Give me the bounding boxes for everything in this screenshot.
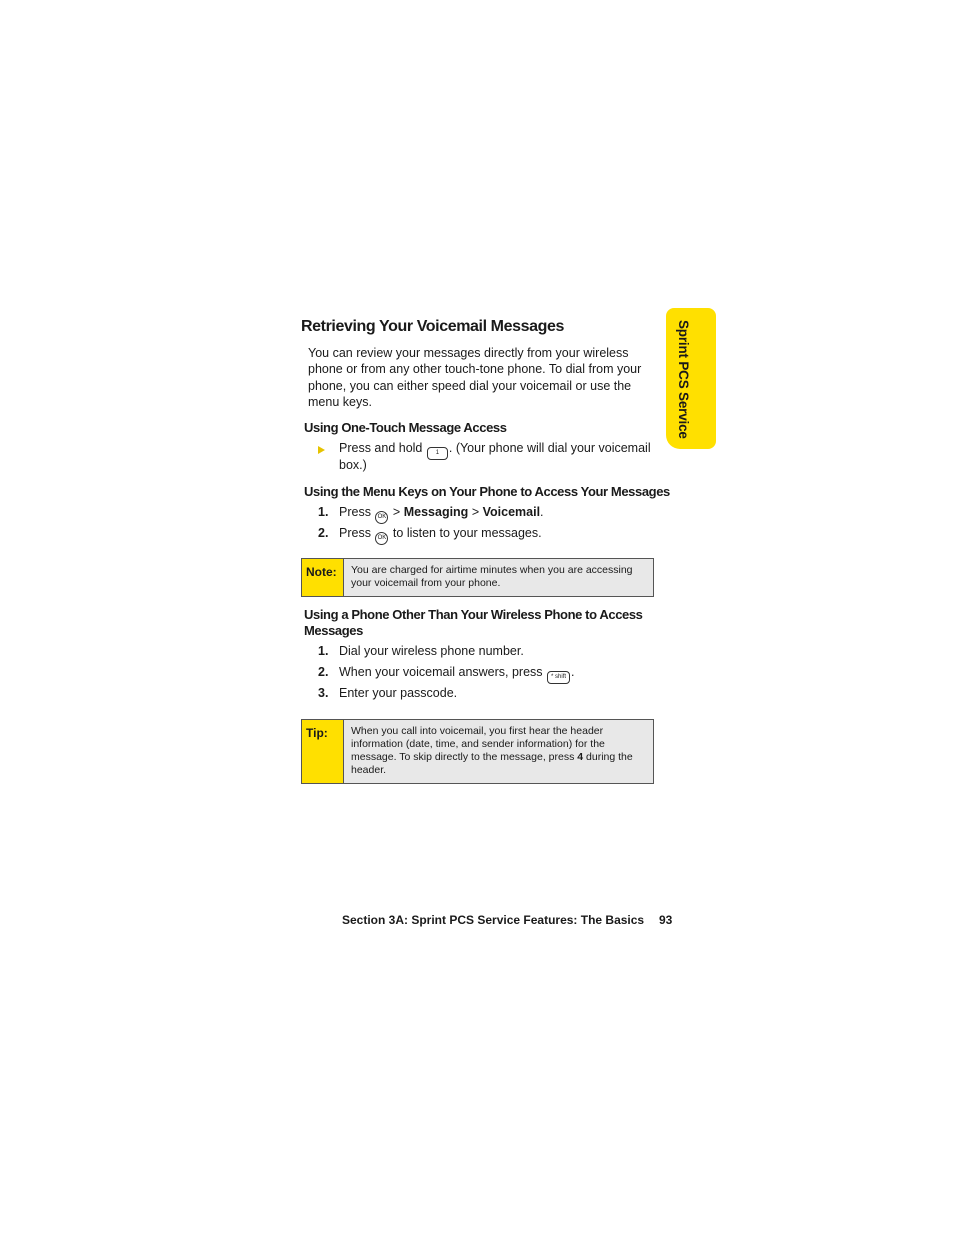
step-number: 2.: [318, 526, 329, 540]
step-end: .: [540, 505, 544, 519]
menu-separator: >: [471, 505, 480, 519]
menu-keys-heading: Using the Menu Keys on Your Phone to Access Your Messages: [304, 484, 670, 499]
heading-line1: Using a Phone Other Than Your Wireless Phone to Access: [304, 607, 643, 622]
step-number: 3.: [318, 686, 329, 700]
voicemail-key-icon: 1: [427, 447, 448, 460]
section-tab-label: Sprint PCS Service: [676, 320, 691, 439]
page-number: 93: [659, 913, 673, 927]
step-text: to listen to your messages.: [392, 526, 542, 540]
step-text: Dial your wireless phone number.: [339, 644, 524, 658]
menu-messaging: Messaging: [403, 505, 469, 519]
step-end: .: [571, 665, 575, 679]
step-text: Press: [339, 505, 371, 519]
ok-key-icon: OK: [375, 511, 388, 524]
tip-text: [351, 725, 645, 777]
page-title: Retrieving Your Voicemail Messages: [301, 318, 564, 335]
bullet-text-post: . (Your phone will dial your voicemail: [448, 441, 651, 455]
footer-section: Section 3A: Sprint PCS Service Features: The Basics: [342, 913, 645, 927]
star-key-icon: * shift: [547, 671, 570, 684]
menu-separator: >: [392, 505, 401, 519]
step-text: When your voicemail answers, press: [339, 665, 543, 679]
step-number: 1.: [318, 505, 329, 519]
tip-text-pre: When you call into voicemail, you first hear the header information (date, time, and sender information) for the message. To skip directly to the message, press: [351, 725, 605, 763]
note-text: You are charged for airtime minutes when you are accessing your voicemail from your phone.: [351, 564, 633, 589]
tip-text-post: during the header.: [351, 751, 633, 776]
note-label: Note:: [302, 559, 344, 596]
one-touch-heading: Using One-Touch Message Access: [304, 420, 507, 435]
bullet-text-line2: box.): [339, 458, 367, 472]
step-text: Press: [339, 526, 371, 540]
step-number: 1.: [318, 644, 329, 658]
menu-voicemail: Voicemail: [482, 505, 541, 519]
note-box: [301, 558, 654, 597]
intro-paragraph: You can review your messages directly from your wireless phone or from any other touch-tone phone. To dial from your phone, you can either speed dial your voicemail or use the menu keys.: [308, 346, 642, 409]
tip-label: Tip:: [302, 720, 344, 783]
bullet-arrow-icon: [318, 446, 325, 454]
other-phone-heading: [304, 607, 643, 639]
tip-box: [301, 719, 654, 784]
step-text: Enter your passcode.: [339, 686, 458, 700]
section-tab: [666, 308, 716, 449]
bullet-text-pre: Press and hold: [339, 441, 423, 455]
ok-key-icon: OK: [375, 532, 388, 545]
step-number: 2.: [318, 665, 329, 679]
tip-key: 4: [577, 751, 584, 763]
heading-line2: Messages: [304, 623, 363, 638]
